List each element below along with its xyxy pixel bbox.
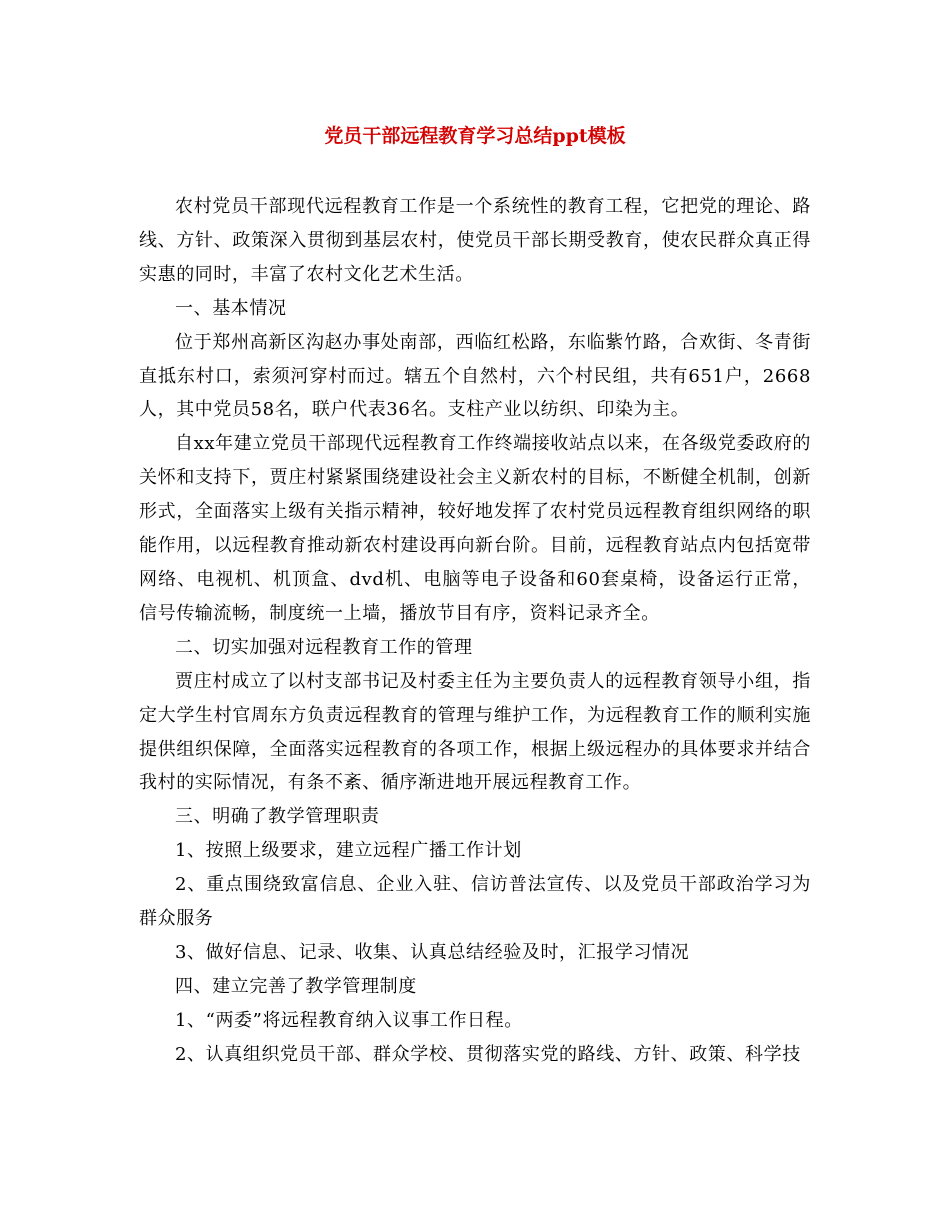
section-heading-rules: 四、建立完善了教学管理制度: [175, 975, 417, 997]
section-heading-duties: 三、明确了教学管理职责: [175, 806, 380, 828]
section-heading-basic: 一、基本情况: [175, 297, 287, 319]
list-item-duty-1: 1、按照上级要求，建立远程广播工作计划: [175, 840, 522, 862]
list-item-duty-3: 3、做好信息、记录、收集、认真总结经验及时，汇报学习情况: [175, 941, 690, 963]
paragraph-intro: 农村党员干部现代远程教育工作是一个系统性的教育工程，它把党的理论、路线、方针、政策深入贯彻到基层农村，使党员干部长期受教育，使农民群众真正得实惠的同时，丰富了农村文化艺术生活。: [139, 196, 811, 285]
document-title: 党员干部远程教育学习总结ppt模板: [324, 125, 626, 147]
paragraph-station: 自xx年建立党员干部现代远程教育工作终端接收站点以来，在各级党委政府的关怀和支持下，贾庄村紧紧围绕建设社会主义新农村的目标，不断健全机制，创新形式，全面落实上级有关指示精神，较好地发挥了农村党员远程教育组织网络的职能作用，以远程教育推动新农村建设再向新台阶。目前，远程教育站点内包括宽带网络、电视机、机顶盒、dvd机、电脑等电子设备和60套桌椅，设备运行正常，信号传输流畅，制度统一上墙，播放节目有序，资料记录齐全。: [139, 433, 811, 624]
list-item-duty-2: 2、重点围绕致富信息、企业入驻、信访普法宣传、以及党员干部政治学习为群众服务: [139, 874, 811, 930]
document-body: [139, 190, 811, 1072]
paragraph-location: 位于郑州高新区沟赵办事处南部，西临红松路，东临紫竹路，合欢街、冬青街直抵东村口，索须河穿村而过。辖五个自然村，六个村民组，共有651户，2668人，其中党员58名，联户代表36名。支柱产业以纺织、印染为主。: [139, 331, 811, 421]
list-item-rule-2: 2、认真组织党员干部、群众学校、贯彻落实党的路线、方针、政策、科学技: [175, 1043, 801, 1065]
section-heading-management: 二、切实加强对远程教育工作的管理: [175, 636, 473, 658]
list-item-rule-1: 1、“两委”将远程教育纳入议事工作日程。: [175, 1009, 523, 1031]
paragraph-leadership: 贾庄村成立了以村支部书记及村委主任为主要负责人的远程教育领导小组，指定大学生村官周东方负责远程教育的管理与维护工作，为远程教育工作的顺利实施提供组织保障，全面落实远程教育的各项工作，根据上级远程办的具体要求并结合我村的实际情况，有条不紊、循序渐进地开展远程教育工作。: [139, 670, 811, 794]
